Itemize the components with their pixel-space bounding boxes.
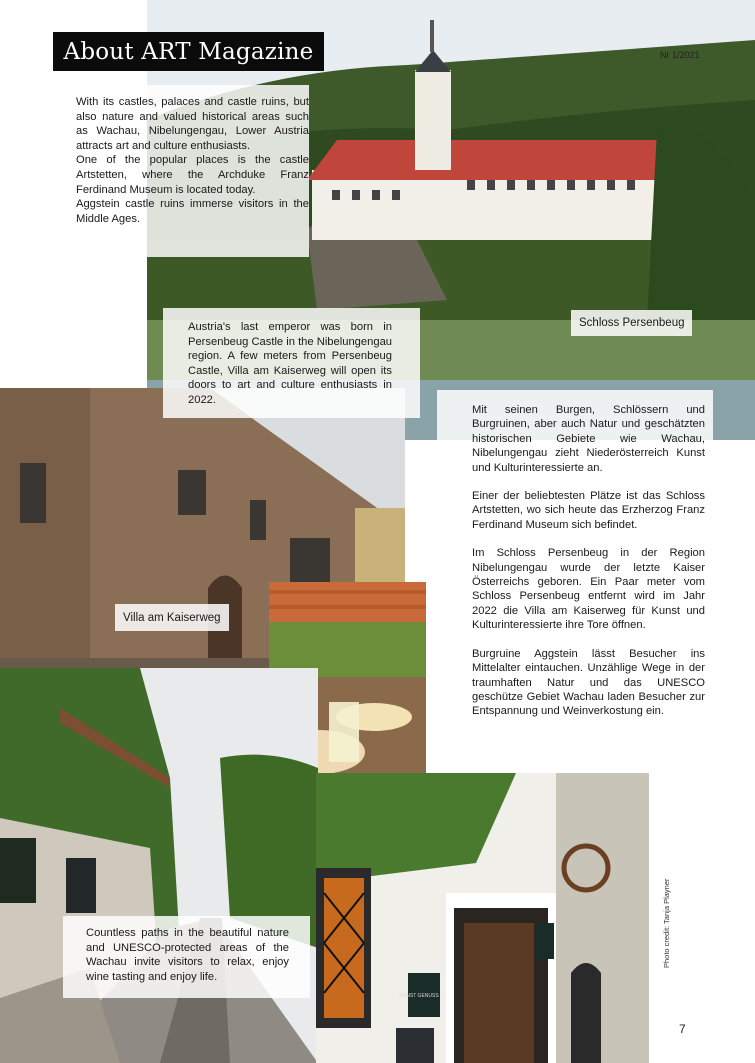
intro-paragraph: With its castles, palaces and castle ruins, but also nature and valued historical areas such as Wachau, Nibelungengau, Lower Austria attracts art and culture enthusiasts. (76, 96, 309, 152)
wachau-text-box (63, 916, 310, 998)
german-paragraph: Burgruine Aggstein lässt Besucher ins Mittelalter eintauchen. Unzählige Wege in der traumhaften Natur und das UNESCO geschütze Gebiet Wachau laden Besucher zur Entspannung und Weinverkostung ein. (472, 647, 705, 718)
caption-text: Schloss Persenbeug (579, 317, 685, 329)
intro-paragraph: Aggstein castle ruins immerse visitors in the Middle Ages. (76, 198, 309, 225)
doorway-photo (316, 773, 649, 1063)
issue-number: Nr 1/2021 (660, 50, 700, 60)
caption-villa-am-kaiserweg (115, 604, 229, 631)
lane-photo (0, 668, 318, 1063)
photo-credit: Photo credit: Tanja Playner (662, 878, 671, 968)
shop-sign (396, 972, 442, 1020)
page-number: 7 (679, 1022, 686, 1036)
german-paragraph: Einer der beliebtesten Plätze ist das Schloss Artstetten, wo sich heute das Erzherzog Franz Ferdinand Museum sich befindet. (472, 490, 705, 531)
intro-text-box (70, 85, 309, 257)
intro-paragraph: One of the popular places is the castle Artstetten, where the Archduke Franz Ferdinand Museum is located today. (76, 154, 309, 196)
persenbeug-text-box (163, 308, 420, 418)
german-text-column (472, 403, 705, 733)
german-paragraph: Mit seinen Burgen, Schlössern und Burgruinen, aber auch Natur und geschätzten historischen Gebiete wie Wachau, Nibelungengau zieht Niederösterreich Kunst und Kulturinteressierte an. (472, 404, 705, 474)
persenbeug-paragraph: Austria's last emperor was born in Persenbeug Castle in the Nibelungengau region. A few meters from Persenbeug Castle, Villa am Kaiserweg will open its doors to art and culture enthusiasts in 2022. (188, 321, 393, 406)
caption-text: Villa am Kaiserweg (123, 611, 221, 624)
caption-schloss-persenbeug (571, 310, 692, 336)
shop-sign-text: KUNST GENUSS (399, 993, 439, 999)
page-title: About ART Magazine (53, 32, 324, 71)
wachau-paragraph: Countless paths in the beautiful nature and UNESCO-protected areas of the Wachau invite visitors to relax, enjoy wine tasting and enjoy life. (86, 927, 289, 983)
german-paragraph: Im Schloss Persenbeug in der Region Nibelungengau wurde der letzte Kaiser Österreichs geboren. Ein Paar meter vom Schloss Persenbeug entfernt wird im Jahr 2022 die Villa am Kaiserweg für Kunst und Kulturinteressierte ihre Tore öffnen. (472, 547, 705, 632)
